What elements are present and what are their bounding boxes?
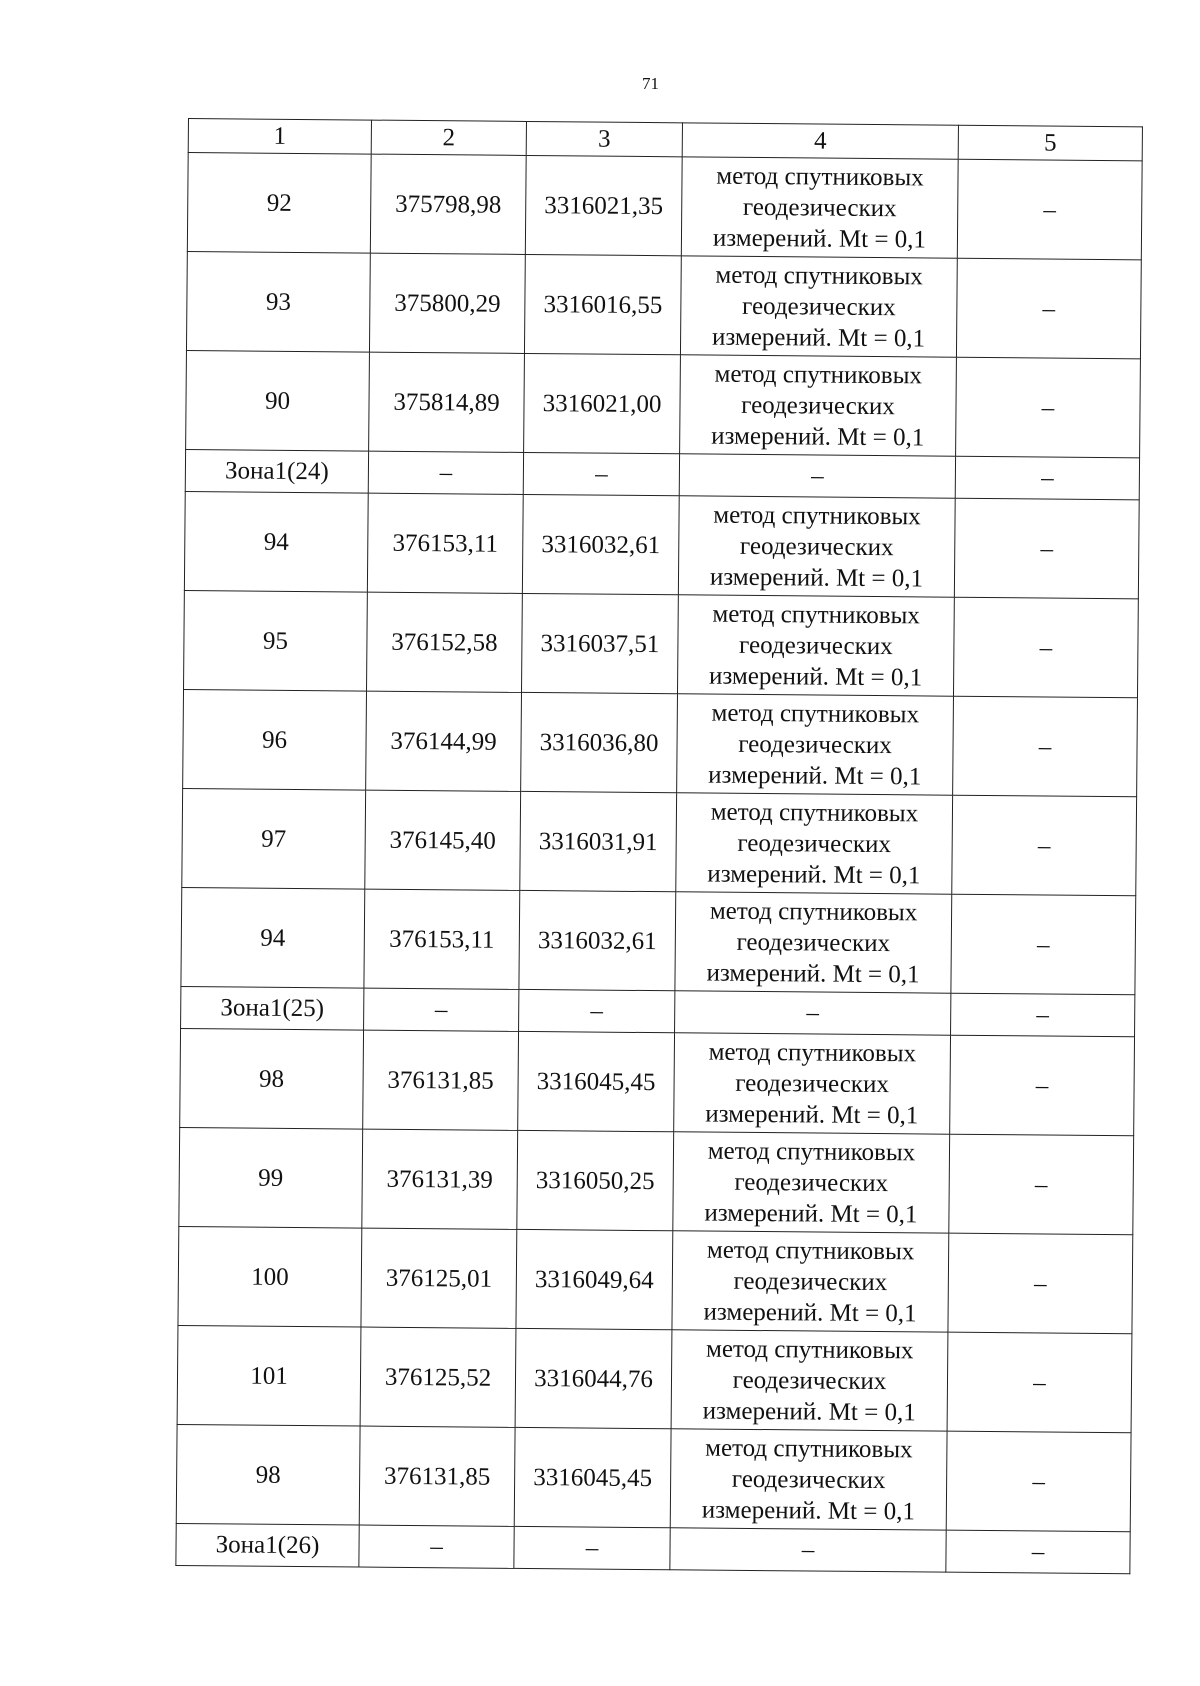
description-cell: – (950, 1035, 1135, 1136)
description-cell: – (956, 258, 1141, 359)
y-coordinate-cell: 3316016,55 (524, 254, 681, 354)
method-text-line: геодезических (734, 1168, 889, 1197)
method-text-line: метод спутниковых (714, 360, 923, 389)
point-number-cell: 99 (179, 1127, 363, 1228)
point-number-cell: 97 (182, 788, 366, 889)
method-cell (670, 1429, 947, 1530)
description-cell: – (946, 1530, 1130, 1574)
table-row (178, 1226, 1133, 1333)
description-cell: – (955, 456, 1139, 500)
y-coordinate-cell: 3316045,45 (518, 1031, 675, 1131)
method-text-line: измерений. Mt = 0,1 (703, 1298, 917, 1327)
table-row (187, 153, 1142, 260)
point-number-cell: 96 (183, 689, 367, 790)
point-number-cell: 98 (180, 1028, 364, 1129)
header-cell-5: 5 (958, 125, 1142, 161)
method-text-line: метод спутниковых (711, 699, 920, 728)
method-text-line: метод спутниковых (713, 501, 921, 530)
method-cell (675, 892, 952, 993)
x-coordinate-cell: 375798,98 (370, 154, 526, 254)
method-text-line: метод спутниковых (712, 600, 921, 629)
y-coordinate-cell: 3316032,61 (519, 890, 676, 990)
method-text-line: геодезических (739, 631, 893, 660)
x-coordinate-cell: 376145,40 (365, 790, 521, 890)
x-coordinate-cell: 375814,89 (369, 352, 525, 452)
table-row (177, 1325, 1132, 1432)
method-cell (680, 355, 957, 456)
method-cell: – (679, 454, 955, 498)
point-number-cell: 94 (184, 491, 368, 592)
x-coordinate-cell: 376152,58 (367, 592, 523, 692)
y-coordinate-cell: 3316049,64 (516, 1229, 673, 1329)
method-text-line: измерений. Mt = 0,1 (702, 1397, 916, 1426)
table-row (181, 887, 1136, 994)
method-text-line: геодезических (737, 829, 892, 858)
description-cell: – (952, 795, 1137, 896)
method-cell (671, 1330, 948, 1431)
page-number: 71 (642, 74, 659, 93)
method-cell (672, 1231, 949, 1332)
y-coordinate-cell: 3316036,80 (521, 692, 678, 792)
description-cell: – (953, 696, 1138, 797)
y-coordinate-cell: 3316044,76 (515, 1328, 672, 1428)
y-coordinate-cell: – (523, 452, 679, 495)
x-coordinate-cell: – (359, 1525, 514, 1568)
method-text-line: метод спутниковых (705, 1335, 914, 1364)
y-coordinate-cell: 3316021,35 (525, 155, 682, 255)
header-cell-1: 1 (188, 119, 371, 155)
method-cell (674, 1033, 951, 1134)
table-body (176, 119, 1143, 1574)
x-coordinate-cell: 376131,85 (359, 1426, 515, 1526)
y-coordinate-cell: – (519, 989, 675, 1032)
method-text-line: измерений. Mt = 0,1 (711, 323, 926, 352)
method-text-line: измерений. Mt = 0,1 (712, 224, 927, 253)
x-coordinate-cell: – (368, 451, 523, 494)
point-number-cell: 93 (186, 251, 370, 352)
method-text-line: метод спутниковых (715, 261, 923, 290)
method-text-line: метод спутниковых (710, 798, 919, 827)
method-cell (680, 256, 957, 357)
table-row (183, 689, 1138, 796)
x-coordinate-cell: 376125,01 (361, 1228, 517, 1328)
point-number-cell: Зона1(25) (181, 986, 364, 1030)
method-text-line: измерений. Mt = 0,1 (708, 761, 922, 790)
point-number-cell: 100 (178, 1226, 362, 1327)
method-cell: – (675, 991, 951, 1035)
description-cell: – (954, 498, 1139, 599)
y-coordinate-cell: 3316021,00 (524, 353, 681, 453)
table-row (184, 491, 1139, 598)
method-cell (673, 1132, 950, 1233)
header-cell-3: 3 (526, 121, 682, 156)
method-text-line: метод спутниковых (705, 1434, 913, 1463)
method-text-line: измерений. Mt = 0,1 (707, 860, 921, 889)
method-cell (677, 694, 954, 795)
y-coordinate-cell: 3316032,61 (522, 494, 679, 594)
method-cell (676, 793, 953, 894)
method-text-line: геодезических (742, 193, 897, 222)
method-text-line: геодезических (732, 1366, 887, 1395)
description-cell: – (953, 597, 1138, 698)
x-coordinate-cell: 376153,11 (364, 889, 520, 989)
point-number-cell: 94 (181, 887, 365, 988)
description-cell: – (951, 993, 1135, 1037)
x-coordinate-cell: 376131,39 (362, 1129, 518, 1229)
point-number-cell: 92 (187, 153, 371, 254)
point-number-cell: Зона1(26) (176, 1523, 359, 1567)
table-row (179, 1127, 1134, 1234)
description-cell: – (951, 894, 1136, 995)
zone-row (176, 1523, 1130, 1573)
method-text-line: геодезических (741, 391, 895, 420)
point-number-cell: Зона1(24) (185, 449, 368, 493)
y-coordinate-cell: 3316045,45 (514, 1427, 671, 1527)
method-cell (678, 496, 955, 597)
method-text-line: метод спутниковых (709, 897, 918, 926)
x-coordinate-cell: 376153,11 (367, 493, 523, 593)
x-coordinate-cell: 376144,99 (366, 691, 522, 791)
method-text-line: геодезических (739, 532, 894, 561)
method-text-line: измерений. Mt = 0,1 (709, 563, 924, 592)
x-coordinate-cell: 375800,29 (369, 253, 525, 353)
x-coordinate-cell: 376125,52 (360, 1327, 516, 1427)
y-coordinate-cell: – (514, 1526, 670, 1569)
table-row (180, 1028, 1135, 1135)
table-row (184, 590, 1139, 697)
point-number-cell: 95 (184, 590, 368, 691)
description-cell: – (949, 1134, 1134, 1235)
table-row (186, 251, 1141, 358)
description-cell: – (947, 1332, 1132, 1433)
method-text-line: измерений. Mt = 0,1 (708, 662, 923, 691)
method-text-line: измерений. Mt = 0,1 (701, 1496, 916, 1525)
description-cell: – (948, 1233, 1133, 1334)
y-coordinate-cell: 3316031,91 (520, 791, 677, 891)
description-cell: – (946, 1431, 1131, 1532)
point-number-cell: 98 (176, 1424, 360, 1525)
method-cell (681, 157, 958, 258)
method-text-line: геодезических (735, 1069, 890, 1098)
x-coordinate-cell: 376131,85 (363, 1030, 519, 1130)
method-text-line: метод спутниковых (716, 162, 924, 191)
method-text-line: метод спутниковых (707, 1137, 916, 1166)
coordinates-table (175, 118, 1143, 1574)
method-text-line: измерений. Mt = 0,1 (711, 422, 925, 451)
y-coordinate-cell: 3316037,51 (521, 593, 678, 693)
description-cell: – (957, 159, 1142, 260)
point-number-cell: 101 (177, 1325, 361, 1426)
table-row (176, 1424, 1131, 1531)
method-text-line: измерений. Mt = 0,1 (705, 1100, 919, 1129)
method-text-line: геодезических (736, 928, 891, 957)
method-text-line: измерений. Mt = 0,1 (706, 959, 920, 988)
point-number-cell: 90 (186, 350, 370, 451)
method-cell (677, 595, 954, 696)
method-text-line: геодезических (733, 1267, 888, 1296)
method-text-line: геодезических (741, 292, 896, 321)
method-cell: – (670, 1528, 946, 1572)
x-coordinate-cell: – (364, 988, 519, 1031)
header-cell-2: 2 (371, 120, 526, 155)
table-row (182, 788, 1137, 895)
table-row (186, 350, 1141, 457)
method-text-line: геодезических (738, 730, 892, 759)
page-number-container (0, 74, 1200, 98)
method-text-line: измерений. Mt = 0,1 (704, 1199, 918, 1228)
description-cell: – (956, 357, 1141, 458)
method-text-line: метод спутниковых (708, 1038, 917, 1067)
y-coordinate-cell: 3316050,25 (517, 1130, 674, 1230)
header-cell-4: 4 (682, 123, 958, 159)
method-text-line: геодезических (731, 1465, 886, 1494)
method-text-line: метод спутниковых (706, 1236, 915, 1265)
